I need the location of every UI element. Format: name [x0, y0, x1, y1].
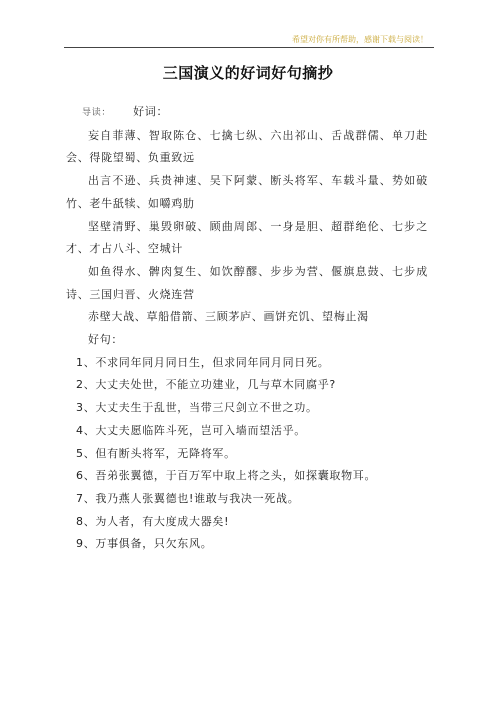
- sentence-item: 1、不求同年同月同日生，但求同年同月同日死。: [76, 355, 330, 369]
- guide-label: 导读：: [82, 108, 112, 118]
- intro-line: [78, 101, 428, 125]
- sentence-item: 6、吾弟张翼德，于百万军中取上将之头，如探囊取物耳。: [76, 469, 377, 483]
- sentence-item: 5、但有断头将军，无降将军。: [76, 446, 236, 460]
- word-paragraph: 坚壁清野、巢毁卵破、顾曲周郎、一身是胆、超群绝伦、七步之才、才占八斗、空城计: [66, 219, 428, 256]
- word-paragraph: 赤壁大战、草船借箭、三顾茅庐、画饼充饥、望梅止渴: [88, 310, 369, 324]
- sentence-item: 8、为人者，有大度成大器矣!: [76, 514, 230, 528]
- word-paragraph: 妄自菲薄、智取陈仓、七擒七纵、六出祁山、舌战群儒、单刀赴会、得陇望蜀、负重致远: [66, 128, 428, 165]
- sentence-item: 4、大丈夫愿临阵斗死，岂可入墙而望活乎。: [76, 423, 306, 437]
- document-body: [66, 101, 428, 556]
- word-paragraph: 如鱼得水、髀肉复生、如饮醇醪、步步为营、偃旗息鼓、七步成诗、三国归晋、火烧连营: [66, 264, 428, 301]
- sentence-item: 2、大丈夫处世，不能立功建业，几与草木同腐乎?: [76, 378, 336, 392]
- header-rule: [64, 47, 434, 48]
- sentence-item: 3、大丈夫生于乱世，当带三尺剑立不世之功。: [76, 401, 318, 415]
- sentences-label: 好句：: [88, 333, 124, 347]
- page-title: 三国演义的好词好句摘抄: [162, 64, 334, 82]
- sentence-item: 9、万事俱备，只欠东风。: [76, 537, 213, 551]
- words-label: 好词：: [133, 105, 169, 118]
- word-paragraph: 出言不逊、兵贵神速、吴下阿蒙、断头将军、车载斗量、势如破竹、老牛舐犊、如嚼鸡肋: [66, 174, 428, 210]
- header-note: 希望对你有所帮助，感谢下载与阅读！: [292, 35, 428, 44]
- sentence-item: 7、我乃燕人张翼德也!谁敢与我决一死战。: [76, 491, 300, 505]
